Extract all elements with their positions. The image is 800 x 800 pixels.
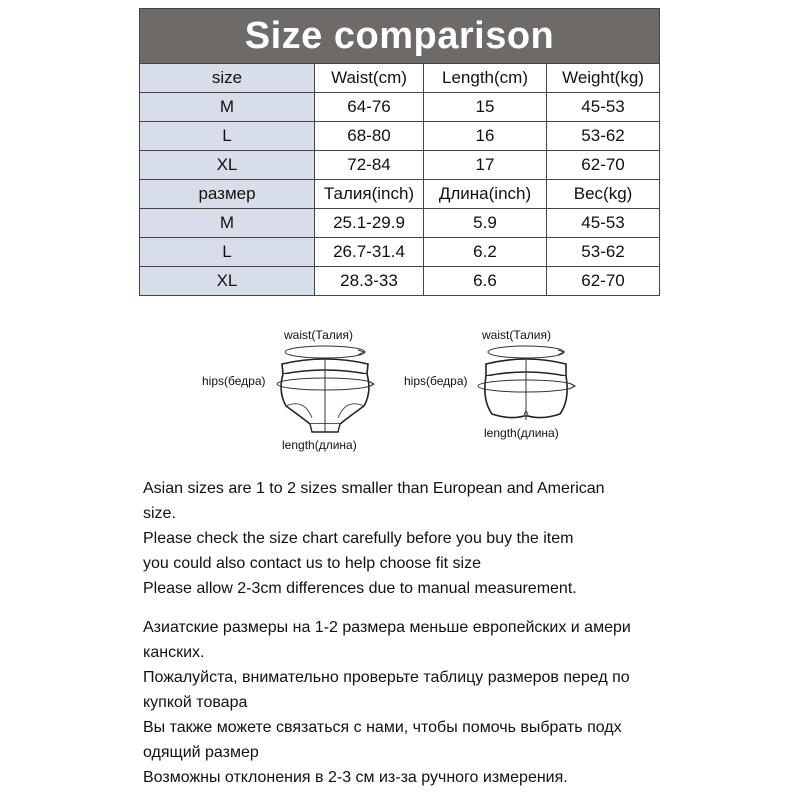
waist-label: waist(Талия) (284, 328, 353, 342)
note-line: Please check the size chart carefully before you buy the item (143, 530, 574, 547)
waist-label: waist(Талия) (482, 328, 551, 342)
table-row (140, 122, 660, 151)
table-row (140, 267, 660, 296)
table-cell: 64-76 (315, 93, 424, 122)
note-line: Вы также можете связаться с нами, чтобы помочь выбрать подх (143, 719, 622, 736)
boxer-measurement-diagram (400, 318, 760, 458)
note-line: купкой товара (143, 694, 248, 711)
header-cell: size (140, 64, 315, 93)
table-cell: 28.3-33 (315, 267, 424, 296)
size-notes (143, 476, 663, 790)
boxer-underwear-icon (474, 340, 584, 430)
table-cell: 68-80 (315, 122, 424, 151)
size-cell: L (140, 122, 315, 151)
table-header-row (140, 180, 660, 209)
table-cell: 15 (424, 93, 547, 122)
table-cell: 5.9 (424, 209, 547, 238)
header-cell: Вес(kg) (547, 180, 660, 209)
size-cell: L (140, 238, 315, 267)
notes-spacer (143, 601, 663, 615)
table-cell: 25.1-29.9 (315, 209, 424, 238)
brief-underwear-icon (270, 340, 380, 440)
table-cell: 53-62 (547, 122, 660, 151)
table-row (140, 209, 660, 238)
note-line: Please allow 2-3cm differences due to manual measurement. (143, 580, 577, 597)
table-title: Size comparison (140, 9, 660, 64)
hips-label: hips(бедра) (202, 374, 266, 388)
table-cell: 6.2 (424, 238, 547, 267)
header-cell: Weight(kg) (547, 64, 660, 93)
header-cell: Талия(inch) (315, 180, 424, 209)
size-cell: M (140, 93, 315, 122)
note-line: you could also contact us to help choose fit size (143, 555, 481, 572)
table-cell: 6.6 (424, 267, 547, 296)
note-line: size. (143, 505, 176, 522)
note-line: одящий размер (143, 744, 259, 761)
size-cell: XL (140, 151, 315, 180)
table-cell: 72-84 (315, 151, 424, 180)
table-cell: 53-62 (547, 238, 660, 267)
table-cell: 62-70 (547, 151, 660, 180)
header-cell: Длина(inch) (424, 180, 547, 209)
length-label: length(длина) (282, 438, 357, 452)
table-row (140, 238, 660, 267)
size-cell: M (140, 209, 315, 238)
table-cell: 45-53 (547, 93, 660, 122)
table-row (140, 93, 660, 122)
note-line: канских. (143, 644, 205, 661)
header-cell: Waist(cm) (315, 64, 424, 93)
note-line: Asian sizes are 1 to 2 sizes smaller than European and American (143, 480, 605, 497)
table-cell: 62-70 (547, 267, 660, 296)
table-cell: 26.7-31.4 (315, 238, 424, 267)
size-cell: XL (140, 267, 315, 296)
note-line: Возможны отклонения в 2-3 см из-за ручного измерения. (143, 769, 568, 786)
note-line: Пожалуйста, внимательно проверьте таблицу размеров перед по (143, 669, 630, 686)
header-cell: Length(cm) (424, 64, 547, 93)
table-row (140, 151, 660, 180)
table-cell: 45-53 (547, 209, 660, 238)
hips-label: hips(бедра) (404, 374, 468, 388)
header-cell: размер (140, 180, 315, 209)
table-cell: 17 (424, 151, 547, 180)
length-label: length(длина) (484, 426, 559, 440)
note-line: Азиатские размеры на 1-2 размера меньше европейских и амери (143, 619, 631, 636)
table-header-row (140, 64, 660, 93)
table-cell: 16 (424, 122, 547, 151)
size-comparison-table (139, 8, 660, 296)
